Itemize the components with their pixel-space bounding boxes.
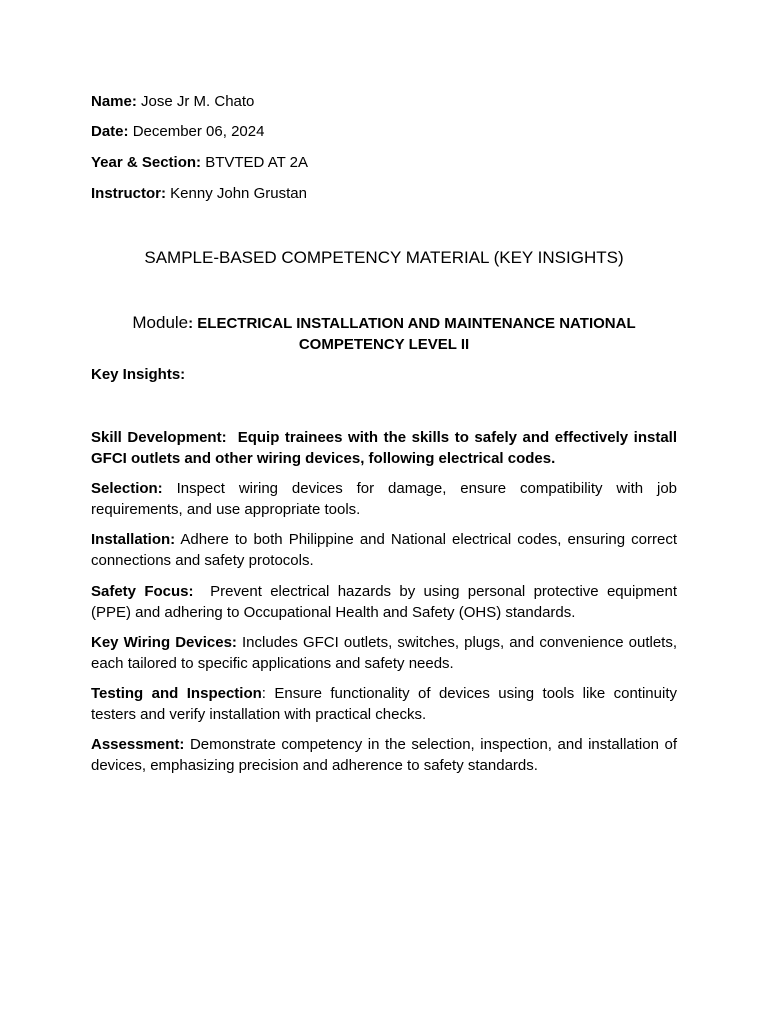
insight-label: Selection: — [91, 480, 163, 497]
insight-label: Testing and Inspection — [91, 685, 262, 702]
insight-installation — [91, 529, 677, 571]
name-value: Jose Jr M. Chato — [141, 93, 255, 110]
date-label: Date: — [91, 123, 129, 140]
section-label: Year & Section: — [91, 154, 202, 171]
insight-label: Assessment: — [91, 736, 185, 753]
instructor-line — [91, 185, 307, 203]
insight-text: Adhere to both Philippine and National electrical codes, ensuring correct connections and safety protocols. — [91, 531, 678, 569]
insight-text: Demonstrate competency in the selection, inspection, and installation of devices, emphasizing precision and adherence to safety standards. — [91, 736, 677, 774]
module-label: Module — [132, 313, 189, 332]
name-label: Name: — [91, 93, 137, 110]
insight-label: Key Wiring Devices: — [91, 634, 237, 651]
instructor-label: Instructor: — [91, 185, 166, 202]
insight-text: : Ensure functionality of devices using tools like continuity testers and verify installation with practical checks. — [91, 685, 677, 723]
insight-testing-inspection — [91, 683, 677, 725]
insight-label: Safety Focus: — [91, 583, 194, 600]
name-line — [91, 93, 254, 111]
date-line — [91, 123, 264, 141]
module-heading — [91, 312, 677, 355]
insight-selection — [91, 478, 677, 520]
insight-text: Inspect wiring devices for damage, ensure compatibility with job requirements, and use appropriate tools. — [91, 480, 678, 518]
document-title: SAMPLE-BASED COMPETENCY MATERIAL (KEY INSIGHTS) — [144, 248, 624, 267]
key-insights-label: Key Insights: — [91, 366, 186, 383]
insight-assessment — [91, 734, 677, 776]
section-line — [91, 154, 308, 172]
insight-text: Includes GFCI outlets, switches, plugs, and convenience outlets, each tailored to specific applications and safety needs. — [91, 634, 677, 672]
insight-text: Equip trainees with the skills to safely and effectively install GFCI outlets and other wiring devices, following electrical codes. — [91, 429, 678, 467]
instructor-value: Kenny John Grustan — [170, 185, 307, 202]
section-value: BTVTED AT 2A — [205, 154, 309, 171]
insight-skill-development — [91, 427, 677, 469]
insight-text: Prevent electrical hazards by using personal protective equipment (PPE) and adhering to Occupational Health and Safety (OHS) standards. — [91, 583, 677, 621]
module-text: : ELECTRICAL INSTALLATION AND MAINTENANCE NATIONAL COMPETENCY LEVEL II — [188, 315, 636, 353]
insight-key-wiring-devices — [91, 632, 677, 674]
insight-label: Installation: — [91, 531, 176, 548]
insight-label: Skill Development: — [91, 429, 227, 446]
insight-safety-focus — [91, 581, 677, 623]
date-value: December 06, 2024 — [132, 123, 265, 140]
